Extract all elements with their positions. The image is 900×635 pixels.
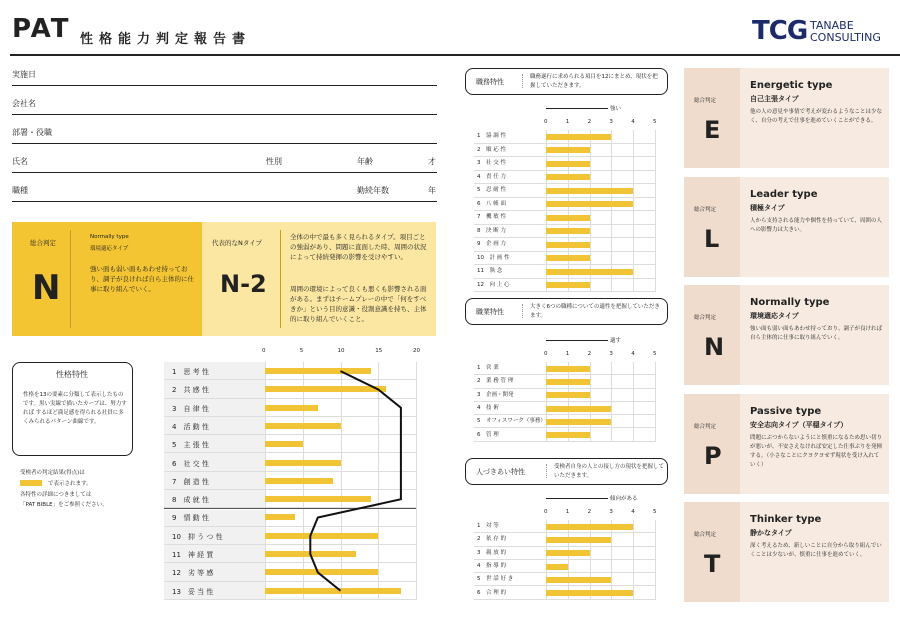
- pattern-curve: [310, 371, 401, 591]
- summary-n-label: 代表的なNタイプ: [212, 239, 263, 247]
- summary-type-jp: 環境適応タイプ: [90, 246, 129, 252]
- job-chart: [474, 336, 659, 442]
- traits-note1: 受検者の判定結果(得点)は: [20, 470, 85, 476]
- relation-desc: 受検者自身の人との接し方の現状を把握していただきます。: [554, 464, 665, 479]
- type-card-label: 総合判定: [694, 532, 717, 538]
- bar-mark: [546, 577, 611, 583]
- type-card-desc: 強い面も弱い面もあわせ持っており、調子が良ければ自ら主体的に仕事に取り組んでいく。: [750, 326, 883, 341]
- summary-n-desc1: 全体の中で最も多く見られるタイプ。項目ごとの強弱があり、問題に直面した時、周囲の状況によって持続発揮の影響を受けやすい。: [290, 233, 427, 261]
- legend-swatch: [20, 480, 42, 486]
- row-label: 1 思 考 性: [172, 368, 209, 376]
- bar-mark: [546, 564, 568, 570]
- field-dept[interactable]: [12, 116, 437, 144]
- row-label: 11 執 念: [477, 268, 503, 275]
- field-age-unit: 才: [428, 157, 436, 166]
- tick-label: 0: [544, 351, 548, 357]
- type-cards: [684, 68, 889, 602]
- bar-mark: [546, 201, 633, 207]
- field-date[interactable]: [12, 58, 437, 86]
- type-card-label: 総合判定: [694, 423, 717, 430]
- type-card-jp: 安全志向タイプ（平穏タイプ）: [750, 420, 848, 429]
- bar-mark: [546, 432, 590, 438]
- chart-arrow-line: [546, 340, 608, 341]
- field-company[interactable]: [12, 87, 437, 115]
- duty-title: 職務特性: [476, 78, 504, 86]
- bar-mark: [546, 406, 611, 412]
- row-label: 5 忍 耐 性: [477, 187, 506, 194]
- row-label: 1 対 等: [477, 523, 499, 530]
- tick-label: 20: [413, 348, 420, 354]
- page-title: 性格能力判定報告書: [80, 32, 252, 47]
- tick-label: 2: [587, 119, 592, 125]
- tick-label: 5: [653, 351, 657, 357]
- row-label: 2 順 応 性: [477, 146, 506, 153]
- tick-label: 0: [544, 119, 548, 125]
- tick-label: 15: [375, 348, 383, 354]
- traits-chart: [164, 348, 418, 600]
- duty-header: [465, 68, 668, 95]
- field-name-label: 氏名: [12, 157, 28, 166]
- bar-mark: [546, 590, 633, 596]
- bar-mark: [546, 228, 590, 234]
- field-date-label: 実施日: [12, 70, 36, 79]
- type-card-desc: 深く考えるため、新しいことに自分から取り組んでいくことは少ないが、慎重に仕事を進めていく。: [750, 543, 882, 558]
- job-header: [465, 298, 668, 325]
- grid-line: [655, 520, 656, 600]
- type-card-desc: 人から支持される能力や個性を持っていて、周囲の人への影響力は大きい。: [750, 217, 882, 233]
- field-name[interactable]: [12, 145, 437, 173]
- row-label: 13 妥 当 性: [172, 587, 214, 596]
- chart-arrow-label: 強い: [610, 106, 622, 112]
- field-company-label: 会社名: [12, 99, 36, 108]
- type-card-desc: 他の人の意見や事情で考えが変わるようなことは少なく、自分の考えで仕事を進めていくことができる。: [750, 109, 883, 124]
- row-label: 12 向 上 心: [477, 281, 510, 288]
- row-label: 6 合 理 的: [477, 589, 506, 596]
- type-card-jp: 積極タイプ: [750, 203, 785, 212]
- row-label: 6 八 帳 面: [477, 200, 506, 207]
- summary-n-desc2: 周囲の環境によって良くも悪くも影響される面がある。まずはチームプレーの中で「何をすべきか」という目的意識・役割意識を持ち、主体的に取り組んでいくこと。: [290, 285, 427, 323]
- pattern-curve-svg: [164, 348, 420, 604]
- tick-label: 1: [565, 509, 570, 515]
- grid-line: [655, 362, 656, 442]
- tick-label: 5: [653, 509, 657, 515]
- relation-chart: [474, 494, 659, 600]
- type-card-en: Leader type: [750, 188, 818, 200]
- bar-mark: [546, 174, 590, 180]
- traits-note3: 各特性の詳細につきましては: [20, 492, 92, 498]
- row-label: 10 計 画 性: [477, 254, 510, 261]
- tick-label: 5: [299, 348, 304, 354]
- row-label: 11 神 経 質: [172, 551, 214, 559]
- relation-title: 人づきあい特性: [476, 468, 525, 476]
- type-card: [684, 394, 889, 494]
- tick-label: 5: [653, 119, 657, 125]
- type-card-label: 総合判定: [694, 98, 717, 104]
- chart-arrow-line: [546, 108, 608, 109]
- row-label: 2 依 存 的: [477, 536, 506, 543]
- row-label: 5 オフィスワーク（事務）: [477, 418, 546, 425]
- type-card: [684, 285, 889, 385]
- row-label: 9 企 画 力: [477, 241, 506, 248]
- grid-line: [655, 130, 656, 292]
- job-title: 職業特性: [476, 308, 504, 316]
- field-gender-label: 性別: [266, 157, 282, 166]
- type-card-letter: L: [704, 224, 720, 253]
- row-label: 9 情 動 性: [172, 514, 209, 523]
- bar-mark: [546, 379, 590, 385]
- type-card-letter: P: [704, 441, 722, 470]
- job-divider: [522, 304, 523, 318]
- bar-mark: [546, 537, 611, 543]
- chart-arrow-label: 傾向がある: [610, 496, 638, 502]
- row-label: 2 業 務 管 理: [477, 378, 514, 385]
- row-label: 3 社 交 性: [477, 160, 506, 167]
- type-card-jp: 静かなタイプ: [750, 529, 792, 537]
- summary-n-divider: [280, 230, 281, 328]
- logo-text: TCG: [752, 16, 808, 46]
- row-label: 5 主 張 性: [172, 441, 209, 450]
- bar-mark: [546, 188, 633, 194]
- tick-label: 2: [587, 351, 592, 357]
- field-years-label: 勤続年数: [357, 186, 389, 195]
- traits-note2: で表示されます。: [48, 481, 92, 487]
- logo-subtitle: [810, 20, 881, 44]
- field-age-label: 年齢: [357, 157, 373, 166]
- traits-box-title: 性格特性: [56, 370, 88, 379]
- row-label: 8 決 断 力: [477, 227, 506, 234]
- row-label: 10 抑 う つ 性: [172, 532, 223, 541]
- row-label: 6 社 交 性: [172, 459, 209, 468]
- traits-note4: 「PAT BIBLE」をご参照ください。: [20, 502, 108, 508]
- type-card-en: Energetic type: [750, 80, 833, 91]
- logo-sub-1: TANABE: [810, 19, 854, 32]
- type-card-jp: 自己主張タイプ: [750, 95, 799, 103]
- bar-mark: [546, 419, 611, 425]
- tick-label: 4: [631, 351, 635, 357]
- summary-divider: [70, 230, 71, 328]
- tick-label: 0: [262, 348, 266, 354]
- field-dept-label: 部署・役職: [12, 128, 52, 137]
- summary-n-value: N-2: [220, 270, 267, 298]
- type-card-letter: T: [704, 550, 721, 578]
- row-label: 7 創 造 性: [172, 477, 209, 486]
- row-label: 5 世 話 好 き: [477, 576, 514, 583]
- type-card-letter: N: [704, 333, 725, 361]
- type-card-jp: 環境適応タイプ: [750, 312, 799, 320]
- relation-header: [465, 458, 668, 485]
- logo-sub-2: CONSULTING: [810, 31, 881, 44]
- row-label: 8 成 就 性: [172, 496, 209, 505]
- bar-mark: [546, 269, 633, 275]
- type-card-letter: E: [704, 116, 721, 144]
- row-label: 3 自 律 性: [172, 404, 209, 413]
- summary-desc: 強い面も弱い面もあわせ持っており、調子が良ければ自ら主体的に仕事に取り組んでいく。: [90, 265, 194, 293]
- type-card-label: 総合判定: [694, 315, 717, 321]
- type-card-label: 総合判定: [694, 206, 717, 213]
- duty-divider: [522, 74, 523, 88]
- type-card-en: Passive type: [750, 405, 822, 417]
- duty-desc: 職務遂行に求められる項目を12にまとめ、現状を把握していただきます。: [530, 74, 658, 89]
- tick-label: 1: [565, 351, 570, 357]
- summary-value: N: [32, 268, 61, 308]
- bar-mark: [546, 255, 590, 261]
- row-label: 6 管 理: [477, 431, 499, 438]
- field-job[interactable]: [12, 174, 437, 202]
- tick-label: 4: [631, 509, 635, 515]
- row-label: 1 協 調 性: [477, 133, 506, 140]
- tick-label: 4: [631, 119, 635, 125]
- bar-mark: [546, 147, 590, 153]
- tick-label: 2: [587, 509, 592, 515]
- field-job-label: 職種: [12, 186, 28, 195]
- tick-label: 3: [609, 119, 613, 125]
- job-desc: 大きく6つの職種についての適性を把握していただきます。: [530, 304, 660, 319]
- tick-label: 10: [337, 348, 345, 354]
- bar-mark: [546, 242, 590, 248]
- row-label: 3 企画・開発: [477, 391, 514, 398]
- bar-mark: [546, 161, 590, 167]
- duty-chart: [474, 104, 659, 288]
- tick-label: 0: [544, 509, 548, 515]
- header-divider: [10, 54, 900, 56]
- type-card: [684, 502, 889, 602]
- row-label: 4 指 導 的: [477, 563, 506, 570]
- row-label: 7 機 敏 性: [477, 214, 506, 221]
- relation-divider: [546, 464, 547, 478]
- tick-label: 1: [565, 119, 570, 125]
- bar-mark: [546, 550, 590, 556]
- tick-label: 3: [609, 509, 613, 515]
- bar-mark: [546, 215, 590, 221]
- bar-mark: [546, 392, 590, 398]
- chart-arrow-label: 適す: [610, 338, 622, 344]
- type-card-desc: 問題にぶつからないようにと慎重になるため思い切りが悪いが、不安さえなければ安定した仕事ぶりを発揮する。（小さなことにクヨクヨせず現状を受け入れていく）: [750, 434, 883, 468]
- summary-type-en: Normally type: [90, 234, 129, 240]
- row-label: 4 活 動 性: [172, 422, 209, 431]
- bar-mark: [546, 282, 590, 288]
- row-label: 4 技 術: [477, 405, 499, 412]
- traits-box: [12, 362, 133, 456]
- traits-box-desc: 性格を13の要素に分類して表示したものです。黒い実線で描いたカーブは、努力すれば するほど満足感を得られる社員に多くみられるパターン曲線です。: [23, 392, 127, 425]
- brand-title: PAT: [12, 14, 71, 44]
- row-label: 3 親 放 的: [477, 549, 506, 556]
- summary-label: 総合判定: [30, 239, 56, 247]
- bar-mark: [546, 524, 633, 530]
- row-label: 12 劣 等 感: [172, 569, 214, 578]
- row-label: 4 責 任 力: [477, 173, 506, 180]
- type-card-en: Thinker type: [750, 514, 822, 525]
- bar-mark: [546, 134, 611, 140]
- type-card: [684, 177, 889, 277]
- field-years-unit: 年: [428, 186, 436, 195]
- tick-label: 3: [609, 351, 613, 357]
- row-label: 1 営 業: [477, 365, 499, 372]
- row-label: 2 共 感 性: [172, 386, 209, 395]
- bar-mark: [546, 366, 590, 372]
- chart-arrow-line: [546, 498, 608, 499]
- type-card: [684, 68, 889, 168]
- type-card-en: Normally type: [750, 297, 830, 308]
- logo: [752, 16, 807, 46]
